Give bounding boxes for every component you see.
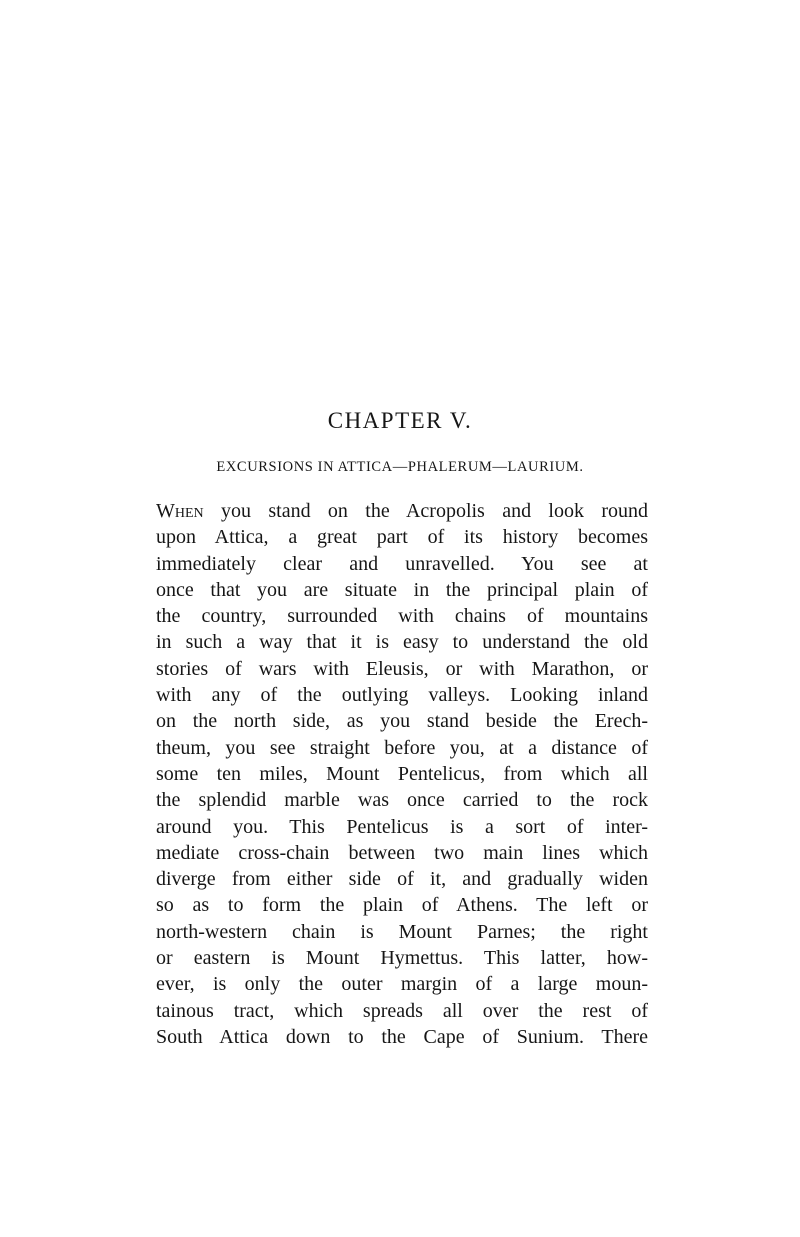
body-line: around you. This Pentelicus is a sort of inter- [156, 815, 648, 838]
chapter-title: CHAPTER V. [327, 408, 473, 433]
body-line: on the north side, as you stand beside the Erech- [156, 710, 648, 733]
body-line: the splendid marble was once carried to the rock [156, 789, 648, 812]
body-text [156, 498, 648, 1050]
chapter-subtitle: EXCURSIONS IN ATTICA—PHALERUM—LAURIUM. [216, 459, 584, 475]
body-line: theum, you see straight before you, at a distance of [156, 736, 648, 759]
body-line [156, 498, 648, 524]
body-line: immediately clear and unravelled. You see at [156, 552, 648, 575]
body-line: South Attica down to the Cape of Sunium. There [156, 1025, 648, 1048]
body-line: north-western chain is Mount Parnes; the right [156, 920, 648, 943]
body-line: so as to form the plain of Athens. The left or [156, 894, 648, 917]
body-line: the country, surrounded with chains of mountains [156, 605, 648, 628]
body-line: upon Attica, a great part of its history becomes [156, 526, 648, 549]
body-line: with any of the outlying valleys. Looking inland [156, 684, 648, 707]
body-line: in such a way that it is easy to understand the old [156, 631, 648, 654]
body-line: once that you are situate in the principal plain of [156, 578, 648, 601]
body-line: some ten miles, Mount Pentelicus, from which all [156, 762, 648, 785]
body-line: stories of wars with Eleusis, or with Marathon, or [156, 657, 648, 680]
body-line: mediate cross-chain between two main lines which [156, 841, 648, 864]
body-line: or eastern is Mount Hymettus. This latter, how- [156, 947, 648, 970]
body-line-text: you stand on the Acropolis and look round [203, 500, 648, 522]
body-line: diverge from either side of it, and gradually widen [156, 868, 648, 891]
opening-word: When [156, 500, 204, 522]
body-line: ever, is only the outer margin of a large moun- [156, 973, 648, 996]
body-line: tainous tract, which spreads all over the rest of [156, 999, 648, 1022]
